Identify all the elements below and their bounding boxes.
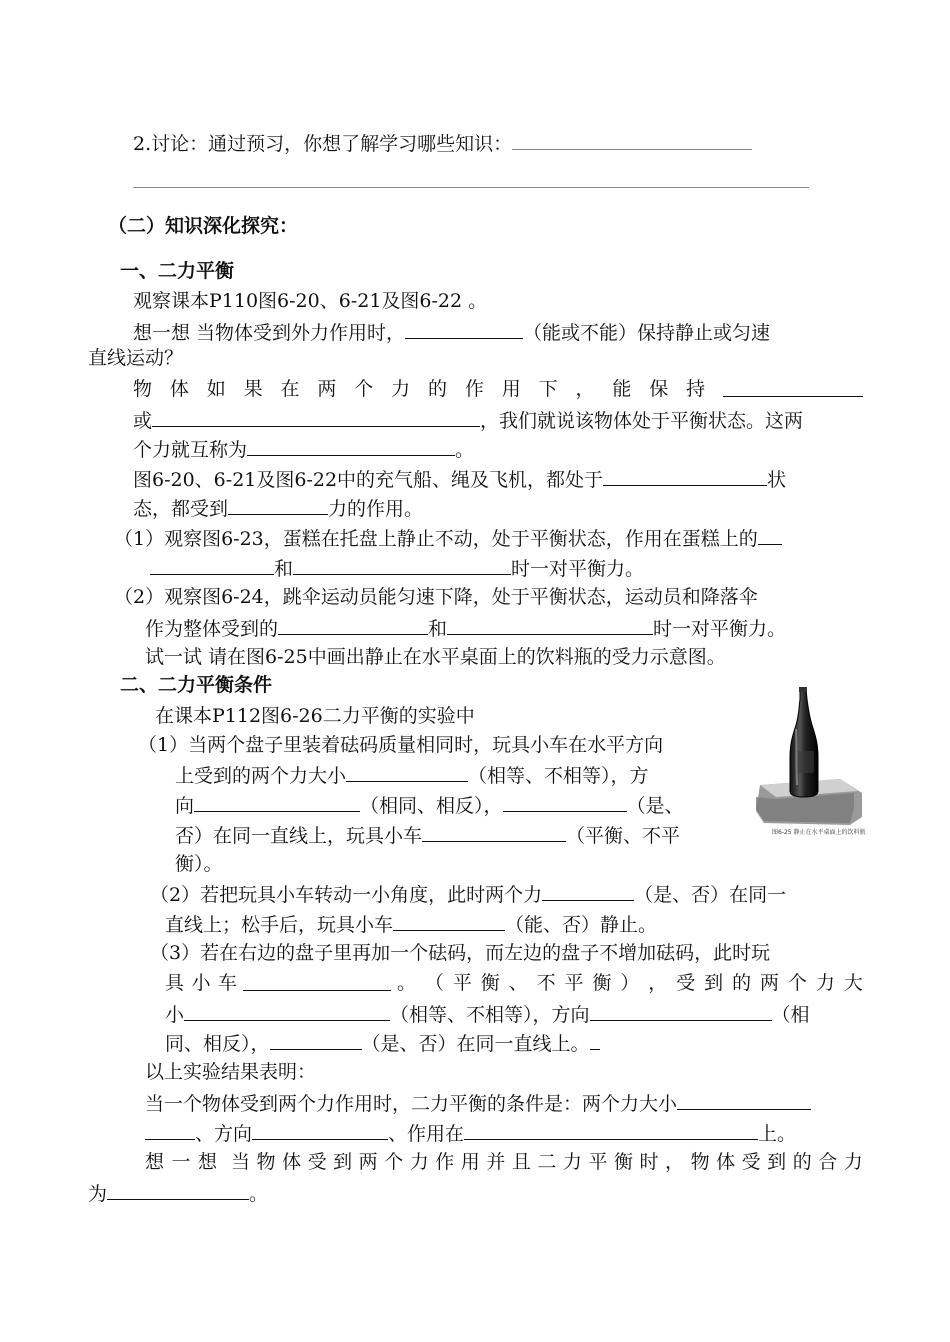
answer-blank[interactable] xyxy=(270,1030,362,1050)
answer-blank[interactable] xyxy=(393,911,505,931)
answer-blank[interactable] xyxy=(503,792,627,812)
answer-blank[interactable] xyxy=(278,615,428,635)
answer-blank[interactable] xyxy=(247,436,455,456)
part2-exp3-line4: 同、相反）， （是、否）在同一直线上。 xyxy=(165,1030,600,1056)
part2-exp1-line5: 衡）。 xyxy=(175,853,223,875)
part2-heading: 二、二力平衡条件 xyxy=(120,674,273,696)
answer-blank[interactable] xyxy=(346,762,468,782)
part1-think-line1: 想一想 当物体受到外力作用时， （能或不能）保持静止或匀速 xyxy=(133,319,770,345)
part1-definition-line2: 或 ，我们就说该物体处于平衡状态。这两 xyxy=(133,407,803,433)
answer-blank[interactable] xyxy=(512,130,752,150)
part1-try: 试一试 请在图6-25中画出静止在水平桌面上的饮料瓶的受力示意图。 xyxy=(145,646,726,668)
answer-blank[interactable] xyxy=(228,495,328,515)
part2-exp1-line1: （1）当两个盘子里装着砝码质量相同时，玩具小车在水平方向 xyxy=(138,734,664,756)
answer-blank[interactable] xyxy=(293,555,511,575)
answer-blank[interactable] xyxy=(447,615,653,635)
intro-question-2: 2.讨论：通过预习，你想了解学习哪些知识： xyxy=(133,130,752,156)
answer-blank[interactable] xyxy=(603,466,767,486)
part1-figure-line1: 图6-20、6-21及图6-22中的充气船、绳及飞机，都处于 状 xyxy=(133,466,786,492)
section-heading: （二）知识深化探究： xyxy=(108,215,299,237)
part2-think-line1: 想 一 想 当 物 体 受 到 两 个 力 作 用 并 且 二 力 平 衡 时 ， 物 体 受 到 的 合 力 xyxy=(145,1151,863,1173)
answer-blank[interactable] xyxy=(542,881,634,901)
part2-exp2-line1: （2）若把玩具小车转动一小角度，此时两个力 （是、否）在同一 xyxy=(150,881,786,907)
part2-condition-line1: 当一个物体受到两个力作用时，二力平衡的条件是：两个力大小 xyxy=(145,1090,811,1116)
intro-answer-line[interactable] xyxy=(133,168,809,194)
part1-think-line2: 直线运动？ xyxy=(88,347,184,369)
answer-blank[interactable] xyxy=(590,1001,772,1021)
answer-blank[interactable] xyxy=(422,822,566,842)
part1-observe2-line1: （2）观察图6-24，跳伞运动员能匀速下降，处于平衡状态，运动员和降落伞 xyxy=(114,586,758,608)
answer-blank[interactable] xyxy=(677,1090,811,1110)
part1-definition-line3: 个力就互称为 。 xyxy=(133,436,474,462)
part2-exp3-line1: （3）若在右边的盘子里再加一个砝码，而左边的盘子不增加砝码，此时玩 xyxy=(150,942,771,964)
answer-blank[interactable] xyxy=(405,319,523,339)
answer-blank[interactable] xyxy=(194,792,360,812)
part2-exp1-line2: 上受到的两个力大小 （相等、不相等），方 xyxy=(175,762,649,788)
part2-result: 以上实验结果表明： xyxy=(145,1061,317,1083)
part2-condition-line2: 、方向 、作用在 上。 xyxy=(145,1120,796,1146)
bottle-illustration xyxy=(754,685,866,841)
figure-caption: 图6-25 静止在水平桌面上的饮料瓶 xyxy=(772,829,866,836)
part2-exp3-line2: 具 小 车 。 （ 平 衡 、 不 平 衡 ） ， 受 到 的 两 个 力 大 xyxy=(165,972,863,994)
part2-think-line2: 为 。 xyxy=(88,1180,268,1206)
answer-blank[interactable] xyxy=(590,1030,600,1050)
part2-exp2-line2: 直线上；松手后，玩具小车 （能、否）静止。 xyxy=(165,911,657,937)
answer-blank[interactable] xyxy=(150,555,274,575)
answer-blank[interactable] xyxy=(723,377,863,397)
bottle-on-table-figure xyxy=(754,685,866,841)
part2-exp1-line3: 向 （相同、相反）， （是、 xyxy=(175,792,684,818)
part1-figure-line2: 态，都受到 力的作用。 xyxy=(133,495,423,521)
answer-blank[interactable] xyxy=(107,1180,249,1200)
answer-blank[interactable] xyxy=(243,971,391,991)
part1-observe1-line1: （1）观察图6-23，蛋糕在托盘上静止不动，处于平衡状态，作用在蛋糕上的 xyxy=(114,525,782,551)
part2-intro: 在课本P112图6-26二力平衡的实验中 xyxy=(155,705,475,727)
part1-heading: 一、二力平衡 xyxy=(120,260,235,282)
answer-blank[interactable] xyxy=(145,1120,195,1140)
answer-blank[interactable] xyxy=(464,1120,758,1140)
answer-blank[interactable] xyxy=(758,525,782,545)
answer-blank[interactable] xyxy=(184,1001,390,1021)
part2-exp1-line4: 否）在同一直线上，玩具小车 （平衡、不平 xyxy=(175,822,680,848)
part1-observe1-line2: 和 时一对平衡力。 xyxy=(150,555,644,581)
part1-definition-line1: 物 体 如 果 在 两 个 力 的 作 用 下 ， 能 保 持 xyxy=(133,377,863,401)
part1-observe2-line2: 作为整体受到的 和 时一对平衡力。 xyxy=(145,615,786,641)
answer-blank[interactable] xyxy=(152,407,480,427)
part1-observe: 观察课本P110图6-20、6-21及图6-22 。 xyxy=(133,290,488,312)
part2-exp3-line3: 小 （相等、不相等），方向 （相 xyxy=(165,1001,810,1027)
answer-blank[interactable] xyxy=(252,1120,388,1140)
